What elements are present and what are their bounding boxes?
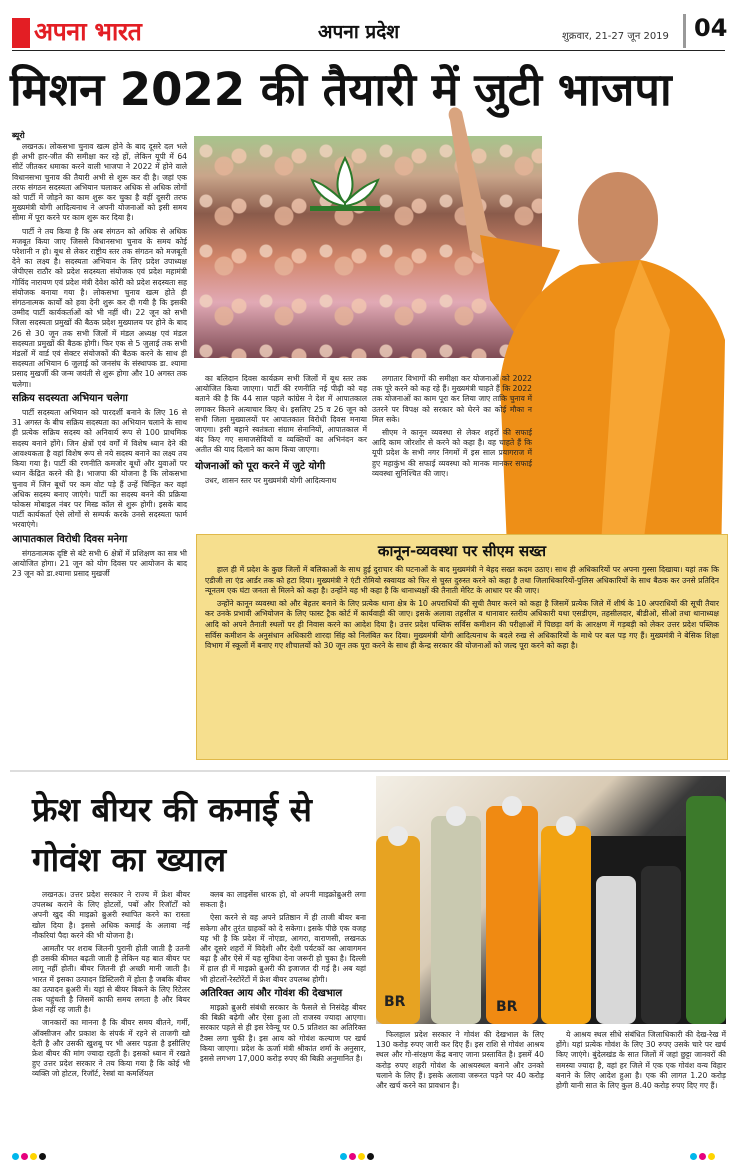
beer-story-column-4: [556, 1030, 726, 1094]
paragraph: संगठनात्मक दृष्टि से बंटे सभी 6 क्षेत्रों में प्रशिक्षण का सत्र भी आयोजित होगा। 21 जून को योग दिवस पर आयोजन के बाद 23 जून को डा.श्यामा प्रसाद मुखर्जी: [12, 548, 187, 579]
paragraph: हाल ही में प्रदेश के कुछ जिलों में बलिकाओं के साथ हुई दुराचार की घटनाओं के बाद मुख्यमंत्री ने बेहद सख्त कदम उठाए। साथ ही अधिकारियों पर अपना गुस्सा दिखाया। यहां तक कि एडीजी ला एंड आर्डर तक को हटा दिया। मुख्यमंत्री ने एंटी रोमियो स्क्वायड को फिर से चुस्त दुरुस्त करने को कहा है तथा जिलाधिकारियों-पुलिस अधिकारियों के साथ बैठक कर उनसे प्रतिदिन न्यूनतम एक घंटा जनता से मिलने को कहा है। उन्होंने यह भी कहा है कि थानाध्यक्षों की तैनाती मेरिट के आधार पर की जाए।: [205, 565, 719, 596]
masthead-brand: अपना भारत: [34, 17, 142, 46]
subheading: अतिरिक्त आय और गोवंश की देखभाल: [200, 987, 343, 999]
paragraph: पार्टी ने तय किया है कि अब संगठन को अधिक से अधिक मजबूत किया जाए जिससे विधानसभा चुनाव के समय कोई परेशानी न हो। बूथ से लेकर राष्ट्रीय स्तर तक संगठन को मजबूती देने का लक्ष्य है। सदस्यता अभियान के लिए प्रदेश उपाध्यक्ष जेपीएस राठौर को प्रदेश सदस्यता संयोजक एवं प्रदेश महामंत्री गोविंद नारायण एवं प्रदेश मंत्री देवेश कोरी को प्रदेश सदस्यता सह संयोजक बनाया गया है। लोकसभा चुनाव खत्म होते ही संगठनात्मक कार्यों को हवा देनी शुरू कर दी गयी है कि इसकी उम्मीद पार्टी कार्यकर्ताओं को भी नहीं थी। 22 जून को सभी जिला सदस्यता प्रमुखों की बैठक प्रदेश मुख्यालय पर होने के बाद 26 से 30 जून तक सभी जिलों में मंडल अध्यक्ष एवं मंडल सदस्यता प्रमुखों की बैठक होगी। फिर एक से 5 जुलाई तक सभी मंडलों में वार्ड एवं सेक्टर संयोजकों की बैठक करने के साथ ही सदस्यता अभियान 6 जुलाई को जनसंघ के संस्थापक डा. श्यामा प्रसाद मुखर्जी की जन्म जयंती से शुरू होगा और 10 अगस्त तक चलेगा।: [12, 226, 187, 389]
section-title: अपना प्रदेश: [318, 21, 400, 43]
magenta-dot: [21, 1153, 28, 1160]
beer-headline: फ्रेश बीयर की कमाई से गोवंश का ख्याल: [32, 790, 312, 879]
main-story-column-3: [372, 374, 532, 482]
byline: ब्यूरो: [12, 131, 25, 140]
lotus-symbol-icon: [300, 148, 390, 218]
paragraph: उन्होंने कानून व्यवस्था को और बेहतर बनाने के लिए प्रत्येक थाना क्षेत्र के 10 अपराधियों की सूची तैयार करने को कहा है जिसमें प्रत्येक जिले में शीर्ष के 10 अपराधियों की सूची तैयार कर उनके प्रभावी अभियोजन के लिए फास्ट ट्रैक कोर्ट में कार्यवाही की जाए। इसके अलावा तहसील व थानावार स्तरीय अधिकारी यथा एसडीएम, तहसीलदार, बीडीओ, सीओ तथा थानाध्यक्ष आदि को अपने तैनाती स्थलों पर ही निवास करने का आदेश दिया है। उत्तर प्रदेश पब्लिक सर्विस कमीशन की परीक्षाओं में पिछड़ा वर्ग के आरक्षण में गड़बड़ी को लेकर उत्तर प्रदेश पब्लिक सर्विस कमीशन के अनुसंधान अधिकारी शारदा सिंह को निलंबित कर दिया। मुख्यमंत्री योगी आदित्यनाथ के बदले रुख से अधिकारियों के माथे पर बल पड़ गए हैं। मुख्यमंत्री ने बेसिक शिक्षा विभाग में स्कूलों में बनाए गए शौचालयों को 30 जून तक पूरा करने के साथ ही केन्द्र सरकार की योजनाओं को जल्द पूरा करने को कहा है।: [205, 598, 719, 651]
paragraph: माइक्रो ब्रुअरी संबंधी सरकार के फैसले से निसंदेह बीयर की बिक्री बढ़ेगी और ऐसा हुआ तो राजस्व ज्यादा आएगा। सरकार पहले से ही इस रेवेन्यू पर 0.5 प्रतिशत का अतिरिक्त टैक्स लगा चुकी है। इस आय को गोवंश कल्याण पर खर्च किया जाएगा। प्रदेश के ऊर्जा मंत्री श्रीकांत शर्मा के अनुसार, इससे लगभग 17,000 करोड़ रुपए की बिक्री अनुमानित है।: [200, 1003, 366, 1064]
paragraph: लखनऊ। लोकसभा चुनाव खत्म होने के बाद दूसरे दल भले ही अभी हार-जीत की समीक्षा कर रहे हों, लेकिन यूपी में 64 सीटें जीतकर धमाका करने वाली भाजपा ने 2022 में होने वाले विधानसभा चुनाव की तैयारी अभी से शुरू कर दी है। जहां एक तरफ संगठन सदस्यता अभियान चलाकर अधिक से अधिक लोगों को पार्टी में जोड़ने का काम शुरू कर चुका है वहीं दूसरी तरफ मुख्यमंत्री योगी आदित्यनाथ ने अपनी योजनाओं को इसी समय सीमा में पूरा करने पर काम शुरू कर दिया है।: [12, 142, 187, 223]
beer-story-column-1: [32, 890, 190, 1083]
color-registration-dots: [340, 1145, 376, 1153]
paragraph: क्लब का लाइसेंस धारक हो, वो अपनी माइक्रोब्रुअरी लगा सकता है।: [200, 890, 366, 910]
paragraph: ये आश्रय स्थल सीधे संबंधित जिलाधिकारी की देख-रेख में होंगे। यहां प्रत्येक गोवंश के लिए 30 रुपए उसके चारे पर खर्च किए जाएंगे। बुंदेलखंड के सात जिलों में जहां छुट्टा जानवरों की समस्या ज्यादा है, वहां हर जिले में एक एक गोवंश वन्य विहार बनाने के लिए आदेश हुआ है। एक की लागत 1.20 करोड़ होगी यानी सात के लिए कुल 8.40 करोड़ रुपए दिए गए हैं।: [556, 1030, 726, 1091]
color-registration-dots: [690, 1145, 717, 1153]
paragraph: लखनऊ। उत्तर प्रदेश सरकार ने राज्य में फ्रेश बीयर उपलब्ध कराने के लिए होटलों, पबों और रिजॉर्टों को अपनी खुद की माइक्रो ब्रुअरी स्थापित करने का रास्ता खोल दिया है। इससे अधिक कमाई के अलावा नई नौकरियां पैदा करने की भी योजना है।: [32, 890, 190, 940]
main-story-column-1: [12, 142, 187, 582]
subheading: सक्रिय सदस्यता अभियान चलेगा: [12, 392, 128, 404]
page-number: 04: [683, 14, 725, 48]
box-title: कानून-व्यवस्था पर सीएम सख्त: [377, 542, 547, 560]
bottle-label: BR: [384, 994, 406, 1010]
bottles-illustration: [376, 776, 726, 1024]
subheading: आपातकाल विरोधी दिवस मनेगा: [12, 533, 128, 545]
paragraph: उधर, शासन स्तर पर मुख्यमंत्री योगी आदित्यनाथ: [205, 475, 337, 485]
subheading: योजनाओं को पूरा करने में जुटे योगी: [195, 460, 326, 472]
law-order-box: [196, 534, 728, 760]
paragraph: फिलहाल प्रदेश सरकार ने गोवंश की देखभाल के लिए 130 करोड़ रुपए जारी कर दिए हैं। इस राशि से गोवंश आश्रय स्थल और गो-संरक्षण केंद्र बनाए जाना प्रस्तावित है। इसमें 40 करोड़ रुपए शहरी गोवंश के आश्रयस्थल बनाने और उनको चलाने के लिए हैं। इसके अलावा जरूरत पड़ने पर 40 करोड़ और खर्च करने का प्रावधान है।: [376, 1030, 544, 1091]
paragraph: का बलिदान दिवस कार्यक्रम सभी जिलों में बूथ स्तर तक आयोजित किया जाएगा। पार्टी की रणनीति नई पीढ़ी को यह बताने की है कि 44 साल पहले कांग्रेस ने देश में आपातकाल लगाकर कितने अत्याचार किए थे। इसलिए 25 व 26 जून को सभी जिला मुख्यालयों पर आपातकाल विरोधी दिवस मनाया जाएगा। इसी बहाने स्वतंत्रता संग्राम सेनानियों, आपातकाल में बंद किए गए समाजसेवियों व व्यक्तियों का अभिनंदन कर अतीत की याद दिलाने का काम किया जाएगा।: [195, 374, 367, 455]
main-headline: मिशन 2022 की तैयारी में जुटी भाजपा: [10, 63, 672, 116]
paragraph: जानकारों का मानना है कि बीयर समय बीतने, गर्मी, ऑक्सीजन और प्रकाश के संपर्क में रहने से ताजगी खो देती है और उसकी खुशबू पर भी असर पड़ता है इसीलिए फ्रेश बीयर की मांग ज्यादा रहती है। इसको ध्यान में रखते हुए उत्तर प्रदेश सरकार ने तय किया गया है कि कोई भी व्यक्ति जो होटल, रिजॉर्ट, रेस्त्रां या कमर्शियल: [32, 1018, 190, 1079]
yellow-dot: [30, 1153, 37, 1160]
beer-story-column-3: [376, 1030, 544, 1094]
paragraph: ऐसा करने से वह अपने प्रतिष्ठान में ही ताजी बीयर बना सकेगा और तुरंत ग्राहकों को दे सकेगा। इसके पीछे एक वजह यह भी है कि प्रदेश में नोएडा, आगरा, वाराणसी, लखनऊ और दूसरे शहरों में विदेशी और देशी पर्यटकों का आवागमन बढ़ा है और ऐसे में यह सुविधा देना जरूरी हो चुका है। दिल्ली में हाल ही में माइक्रो ब्रुअरी की इजाजत दी गई है। अब यहां भी होटलों-रेस्टोरेंटों में फ्रेश बीयर उपलब्ध होगी।: [200, 913, 366, 984]
bottle-label: BR: [496, 999, 518, 1015]
masthead-red-bar: [12, 18, 30, 48]
paragraph: आमतौर पर शराब जितनी पुरानी होती जाती है उतनी ही उसकी कीमत बढ़ती जाती है लेकिन यह बात बीयर पर लागू नहीं होती। बीयर जितनी ही अच्छी मानी जाती है। भारत में इसका उत्पादन डिस्टिलरी में होता है जबकि बीयर का उत्पादन ब्रुअरी में। यहां से बीयर बिकने के लिए रिटेलर तक पहुंचती है जिसमें काफी समय लगता है और बियर फ्रेश नहीं रह जाती है।: [32, 944, 190, 1015]
issue-date: शुक्रवार, 21-27 जून 2019: [562, 31, 669, 42]
main-story-column-2: [195, 374, 367, 489]
cyan-dot: [12, 1153, 19, 1160]
box-body: [205, 565, 719, 654]
black-dot: [39, 1153, 46, 1160]
paragraph: सीएम ने कानून व्यवस्था से लेकर शहरों की सफाई आदि काम जोरशोर से करने को कहा है। वह चाहते हैं कि यूपी प्रदेश के सभी नगर निगमों में इस साल प्रयागराज में हुए महाकुंभ की सफाई व्यवस्था को मानक मानकर सफाई व्यवस्था सुनिश्चित की जाए।: [372, 428, 532, 478]
header-rule: [12, 50, 725, 51]
paragraph: पार्टी सदस्यता अभियान को पारदर्शी बनाने के लिए 16 से 31 अगस्त के बीच सक्रिय सदस्यता का अभियान चलाने के साथ ही प्रत्येक सक्रिय सदस्य को अनिवार्य रूप से 100 प्राथमिक सदस्य बनाने होंगे। जिन क्षेत्रों एवं वर्गों में विशेष ध्यान देने की आवश्यकता है वहां विशेष रूप से नये सदस्य बनाने का लक्ष्य तय किया गया है। पार्टी की रणनीति कमजोर बूथों और युवाओं पर ध्यान केंद्रित करने की है। भाजपा की योजना है कि लोकसभा चुनाव में जिन बूथों पर कम वोट पड़े हैं उन्हें चिन्हित कर वहां अधिक सदस्य बनाए जाएंगे। पार्टी का सदस्य बनने की प्रक्रिया फोकस मोबाइल नंबर पर मिस्ड कॉल से शुरू होगी। इसके बाद पार्टी कार्यकर्ता ऐसे लोगों से सम्पर्क करके उनसे सदस्यता फार्म भरवाएंगे।: [12, 408, 187, 530]
beer-bottles-photo: [376, 776, 726, 1024]
paragraph: लगातार विभागों की समीक्षा कर योजनाओं को 2022 तक पूरे करने को कह रहे हैं। मुख्यमंत्री चाहते हैं कि 2022 तक योजनाओं का काम पूरा कर लिया जाए ताकि चुनाव में उतरने पर विपक्ष को सरकार को घेरने का कोई मौका न मिल सके।: [372, 374, 532, 424]
beer-story-column-2: [200, 890, 366, 1067]
color-registration-dots: [12, 1145, 48, 1153]
